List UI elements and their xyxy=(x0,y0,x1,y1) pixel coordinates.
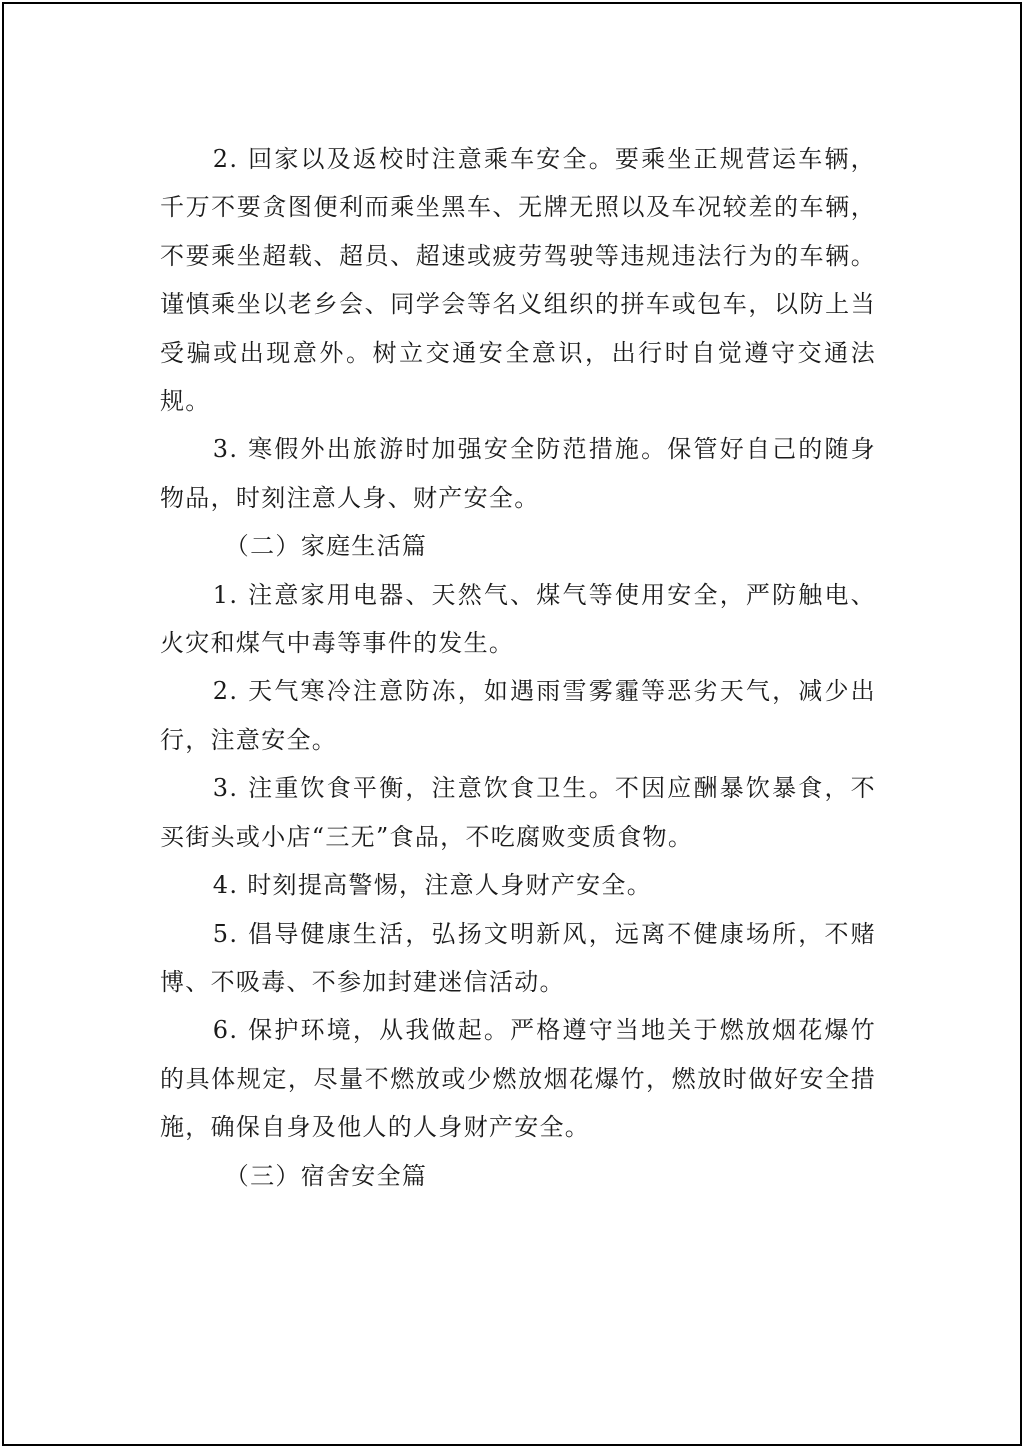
paragraph-healthy-life: 5. 倡导健康生活，弘扬文明新风，远离不健康场所，不赌博、不吸毒、不参加封建迷信活动。 xyxy=(160,919,876,996)
section-heading-dorm-safety: （三）宿舍安全篇 xyxy=(224,1161,428,1190)
paragraph-diet: 3. 注重饮食平衡，注意饮食卫生。不因应酬暴饮暴食，不买街头或小店“三无”食品，不吃腐败变质食物。 xyxy=(160,774,876,851)
document-page xyxy=(2,2,1022,1446)
section-heading-family-life: （二）家庭生活篇 xyxy=(224,532,428,561)
paragraph-environment: 6. 保护环境，从我做起。严格遵守当地关于燃放烟花爆竹的具体规定，尽量不燃放或少燃放烟花爆竹，燃放时做好安全措施，确保自身及他人的人身财产安全。 xyxy=(160,1016,876,1142)
document-body xyxy=(160,135,876,1200)
paragraph-cold-weather: 2. 天气寒冷注意防冻，如遇雨雪雾霾等恶劣天气，减少出行，注意安全。 xyxy=(160,677,876,754)
paragraph-appliance-safety: 1. 注意家用电器、天然气、煤气等使用安全，严防触电、火灾和煤气中毒等事件的发生。 xyxy=(160,580,876,658)
paragraph-travel-safety: 2. 回家以及返校时注意乘车安全。要乘坐正规营运车辆，千万不要贪图便利而乘坐黑车、无牌无照以及车况较差的车辆，不要乘坐超载、超员、超速或疲劳驾驶等违规违法行为的车辆。谨慎乘坐以老乡会、同学会等名义组织的拼车或包车，以防上当受骗或出现意外。树立交通安全意识，出行时自觉遵守交通法规。 xyxy=(160,145,876,416)
paragraph-winter-travel: 3. 寒假外出旅游时加强安全防范措施。保管好自己的随身物品，时刻注意人身、财产安全。 xyxy=(160,435,876,512)
paragraph-vigilance: 4. 时刻提高警惕，注意人身财产安全。 xyxy=(212,871,653,900)
